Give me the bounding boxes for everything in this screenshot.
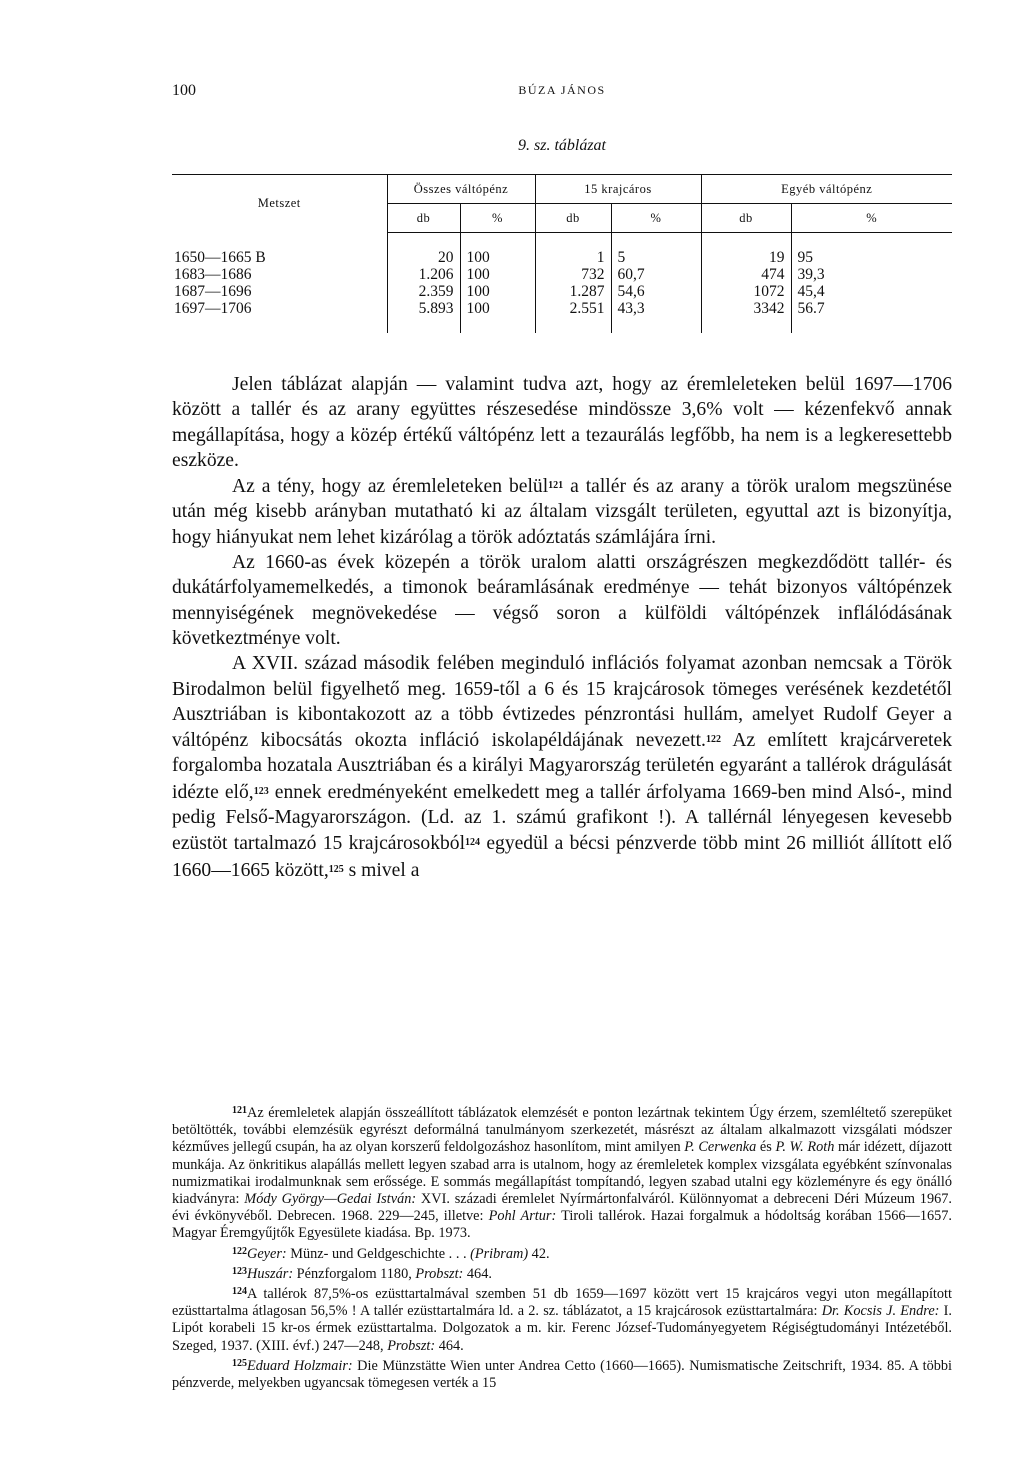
subheader-db: db — [535, 204, 611, 233]
cell-egyeb-db: 3342 — [701, 300, 791, 317]
table-row — [172, 283, 952, 300]
footnote-ref[interactable]: 123 — [253, 785, 269, 797]
footnote-ref[interactable]: 121 — [548, 480, 564, 492]
running-head: BÚZA JÁNOS — [518, 83, 606, 97]
footnote-number: 122 — [232, 1245, 247, 1257]
footnote-number: 121 — [232, 1105, 247, 1116]
subheader-percent: % — [460, 204, 535, 233]
cell-15kr-db: 732 — [535, 266, 611, 283]
subheader-percent: % — [791, 204, 952, 233]
page-number: 100 — [172, 82, 196, 99]
table-title: 9. sz. táblázat — [517, 137, 606, 154]
table-row — [172, 266, 952, 283]
cell-egyeb-percent: 95 — [791, 249, 952, 266]
footnote-122: $^{122}$Geyer: Münz- und Geldgeschichte . . . (Pribram) 42. — [232, 1245, 550, 1262]
cell-egyeb-percent: 56.7 — [791, 300, 952, 317]
cell-15kr-percent: 54,6 — [611, 283, 701, 300]
cell-15kr-percent: 60,7 — [611, 266, 701, 283]
table-row — [172, 300, 952, 317]
row-period: 1683—1686 — [174, 266, 252, 283]
footnote-number: 124 — [232, 1286, 247, 1298]
subheader-percent: % — [611, 204, 701, 233]
row-period: 1687—1696 — [174, 283, 252, 300]
cell-osszes-db: 2.359 — [387, 283, 460, 300]
cell-osszes-db: 5.893 — [387, 300, 460, 317]
body-text — [172, 372, 952, 883]
footnotes — [172, 1102, 952, 1392]
cell-osszes-percent: 100 — [460, 249, 535, 266]
cell-15kr-percent: 5 — [611, 249, 701, 266]
cell-egyeb-percent: 39,3 — [791, 266, 952, 283]
cell-osszes-db: 1.206 — [387, 266, 460, 283]
page-header — [172, 82, 952, 106]
column-header-metszet: Metszet — [172, 175, 387, 233]
group-header-osszes: Összes váltópénz — [387, 175, 535, 204]
cell-15kr-db: 1 — [535, 249, 611, 266]
cell-15kr-percent: 43,3 — [611, 300, 701, 317]
footnote-number: 125 — [232, 1357, 247, 1369]
cell-osszes-percent: 100 — [460, 283, 535, 300]
cell-egyeb-db: 1072 — [701, 283, 791, 300]
paragraph: Jelen táblázat alapján — valamint tudva azt, hogy az éremleleteken belül 1697—1706 között a tallér és az arany együttes részesedése mindössze 3,6% volt — kézenfekvő annak megállapítása, hogy a közép értékű váltópénz lett a tezaurálás legfőbb, ha nem is a legkeresettebb eszköze. — [172, 374, 952, 471]
group-header-15-krajcaros: 15 krajcáros — [535, 175, 701, 204]
footnote-124: $^{124}$A tallérok 87,5%-os ezüsttartalmával szemben 51 db 1659—1697 között vert 15 krajcáros vegyi uton megállapított ezüsttartalma átlagosan 56,5% ! A tallér ezüsttartalmára ld. a 2. sz. táblázatot, a 15 krajcárosok ezüsttartalmára: Dr. Kocsis J. Endre: I. Lipót korabeli 15 kr-os érmek ezüsttartalma. Dolgozatok a m. kir. Ferenc József-Tudományegyetem Régiségtudományi Intézetéből. Szeged, 1937. (XIII. évf.) 247—248, Probszt: 464. — [172, 1286, 952, 1354]
paragraph: A XVII. század második felében meginduló inflációs folyamat azonban nemcsak a Török Birodalmon belül figyelhető meg. 1659-től a 6 és 15 krajcárosok tömeges verésének kezdetétől Ausztriában is kibontakozott az a több évtizedes pénzrontási hullám, amelyet Rudolf Geyer a váltópénz kibocsátás okozta infláció iskolapéldájának nevezett.$^{122}$ Az említett krajcárveretek forgalomba hozatala Ausztriában és a királyi Magyarország területén egyaránt a tallérok drágulását idézte elő,$^{123}$ ennek eredményeként emelkedett meg a tallér árfolyama 1669-ben mind Alsó-, mind pedig Felső-Magyarországon. (Ld. az 1. számú grafikont !). A tallérnál lényegesen kevesebb ezüstöt tartalmazó 15 krajcárosokból$^{124}$ egyedül a bécsi pénzverde több mint 26 milliót állított elő 1660—1665 között,$^{125}$ s mivel a — [172, 653, 953, 881]
cell-osszes-percent: 100 — [460, 300, 535, 317]
subheader-db: db — [701, 204, 791, 233]
group-header-egyeb: Egyéb váltópénz — [701, 175, 952, 204]
footnote-123: $^{123}$Huszár: Pénzforgalom 1180, Probszt: 464. — [232, 1265, 492, 1282]
footnote-ref[interactable]: 122 — [705, 734, 721, 746]
data-table — [172, 174, 952, 333]
footnote-ref[interactable]: 125 — [328, 863, 344, 875]
footnote-number: 123 — [232, 1265, 247, 1277]
paragraph: Az a tény, hogy az éremleleteken belül$^{121}$ a tallér és az arany a török uralom megszünése után még kisebb arányban mutatható ki az általam vizsgált területen, egyuttal azt is bizonyítja, hogy hiányukat nem lehet kizárólag a török adóztatás számlájára írni. — [172, 476, 952, 548]
footnote-ref[interactable]: 124 — [465, 837, 481, 849]
cell-egyeb-db: 474 — [701, 266, 791, 283]
table-row — [172, 249, 952, 266]
cell-15kr-db: 2.551 — [535, 300, 611, 317]
footnote-125: $^{125}$Eduard Holzmair: Die Münzstätte Wien unter Andrea Cetto (1660—1665). Numismatische Zeitschrift, 1934. 85. A többi pénzverde, melyekben ugyancsak tömegesen verték a 15 — [172, 1357, 953, 1392]
cell-osszes-percent: 100 — [460, 266, 535, 283]
footnote-121: $^{121}$Az éremleletek alapján összeállított táblázatok elemzését e ponton lezártnak tekintem Úgy érzem, szemléltető szerepüket betöltötték, további elemzésük egyrészt deformálná tanulmányom szerkezetét, másrészt az általam alkalmazott vizsgálati módszer kézműves jellegű csupán, ha az olyan korszerű feldolgozáshoz hasonlítom, mint amilyen P. Cerwenka és P. W. Roth már idézett, díjazott munkája. Az önkritikus alapállás mellett legyen szabad arra is utalnom, hogy az éremleletek komplex vizsgálata egyébként színvonalas numizmatikai irodalmunknak sem erőssége. E sommás megállapítást tompítandó, legyen szabad utalni egy közleményre és egy önálló kiadványra: Módy György—Gedai István: XVI. századi éremlelet Nyírmártonfalváról. Különnyomat a debreceni Déri Múzeum 1967. évi évkönyvéből. Debrecen. 1968. 229—245, illetve: Pohl Artur: Tiroli tallérok. Hazai forgalmuk a hódoltság korában 1566—1657. Magyar Éremgyűjtők Egyesülete kiadása. Bp. 1973. — [172, 1105, 953, 1242]
subheader-db: db — [387, 204, 460, 233]
cell-egyeb-percent: 45,4 — [791, 283, 952, 300]
row-period: 1650—1665 B — [174, 249, 266, 266]
paragraph: Az 1660-as évek közepén a török uralom alatti országrészen megkezdődött tallér- és dukátárfolyamemelkedés, a timonok beáramlásának eredménye — tehát bizonyos váltópénzek mennyiségének megnövekedése — végső soron a külföldi váltópénzek inflálódásának következtménye volt. — [172, 552, 952, 649]
row-period: 1697—1706 — [174, 300, 252, 317]
cell-osszes-db: 20 — [387, 249, 460, 266]
cell-egyeb-db: 19 — [701, 249, 791, 266]
cell-15kr-db: 1.287 — [535, 283, 611, 300]
